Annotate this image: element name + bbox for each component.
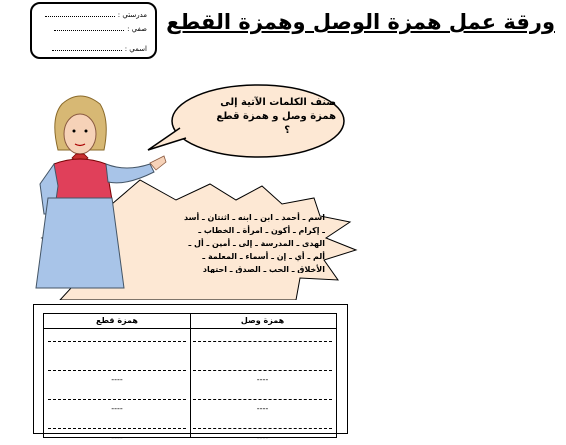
name-label: اسمي :: [124, 45, 147, 53]
class-label: صفي :: [127, 25, 147, 33]
wasl-column-header: همزة وصل: [189, 314, 336, 329]
instruction-line-3: ؟: [284, 125, 290, 136]
wasl-column: [189, 314, 336, 442]
row-marker: ----: [256, 375, 269, 384]
instruction-line-2: همزة وصل و همزة قطع: [216, 111, 336, 122]
row-marker: ----: [111, 404, 123, 413]
answer-row[interactable]: [189, 387, 336, 416]
word-list-line: ألم ـ أي ـ إن ـ أسماء ـ المعلمة ـ: [202, 252, 325, 261]
answer-row[interactable]: [189, 329, 336, 358]
word-list: [70, 211, 325, 273]
instruction-text: [186, 96, 336, 138]
answer-row[interactable]: [189, 416, 336, 445]
worksheet-title: ورقة عمل همزة الوصل وهمزة القطع: [166, 10, 555, 34]
row-marker: ----: [111, 375, 123, 384]
answer-row[interactable]: [44, 416, 190, 445]
instruction-line-1: صنف الكلمات الآتية إلى: [220, 97, 336, 108]
classification-table: [43, 313, 337, 442]
word-list-line: الهدى ـ المدرسة ـ إلى ـ أمين ـ أل ـ: [188, 239, 325, 248]
word-list-line: ـ إكرام ـ أكون ـ امرأة ـ الخطاب ـ: [198, 226, 325, 235]
word-list-line: اسم ـ أحمد ـ ابن ـ ابنه ـ اثنتان ـ أسد: [183, 213, 325, 222]
school-label: مدرستي :: [117, 11, 147, 19]
answer-row[interactable]: [189, 358, 336, 387]
row-marker: ----: [256, 404, 269, 413]
classification-table-frame: [33, 304, 348, 442]
answer-row[interactable]: [44, 329, 190, 358]
answer-row[interactable]: [44, 358, 190, 387]
answer-row[interactable]: [44, 387, 190, 416]
word-list-line: الأخلاق ـ الحب ـ الصدق ـ اجتهاد: [202, 265, 325, 273]
row-marker: ----: [111, 433, 123, 442]
qat-column: [44, 314, 191, 442]
speech-bubble-tail: [148, 128, 186, 150]
row-marker: ----: [256, 433, 269, 442]
qat-column-header: همزة قطع: [44, 314, 190, 329]
